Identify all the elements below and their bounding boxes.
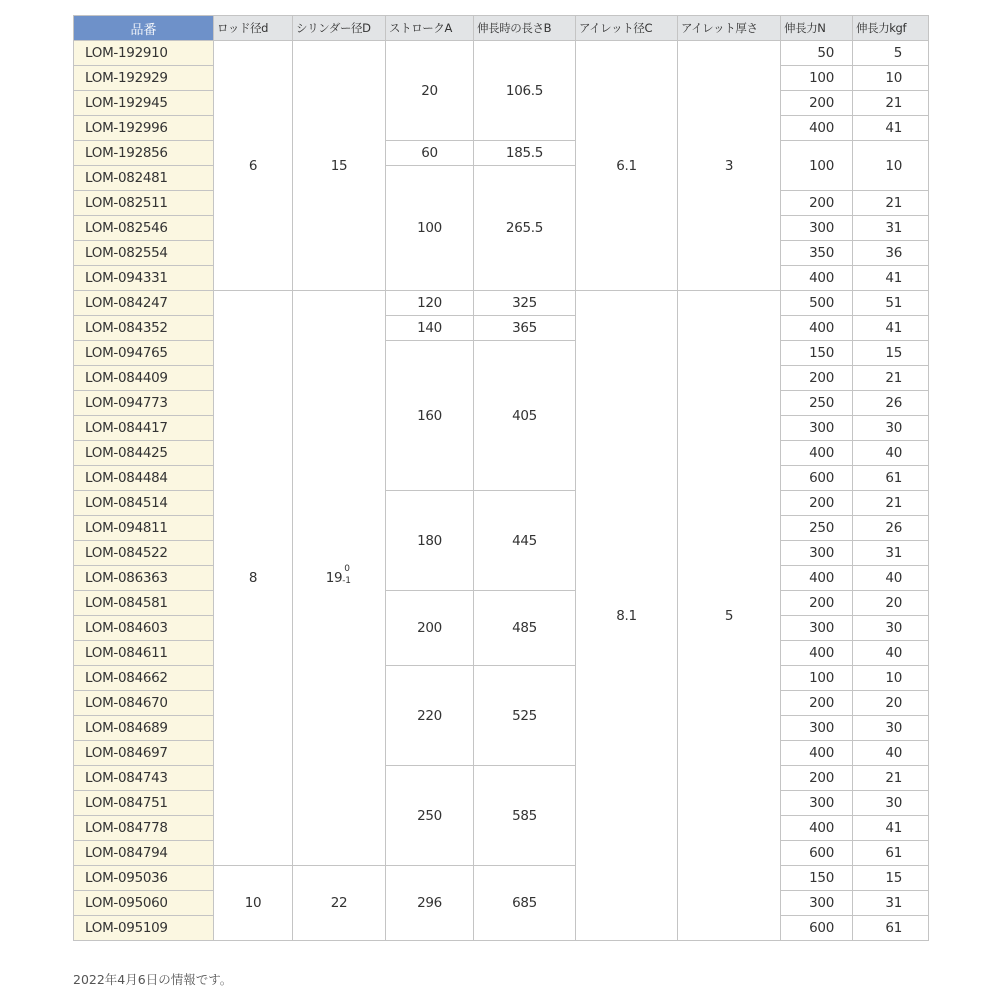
hinban-cell: LOM-192996 (74, 116, 214, 141)
header-cylinder: シリンダー径D (293, 16, 386, 41)
length-cell: 585 (474, 766, 576, 866)
rod-cell: 6 (214, 41, 293, 291)
force-kgf-cell: 51 (853, 291, 929, 316)
force-kgf-cell: 61 (853, 916, 929, 941)
hinban-cell: LOM-082546 (74, 216, 214, 241)
force-n-cell: 100 (781, 66, 853, 91)
hinban-cell: LOM-084611 (74, 641, 214, 666)
stroke-cell: 250 (386, 766, 474, 866)
force-n-cell: 300 (781, 716, 853, 741)
header-eyelet-dia: アイレット径C (576, 16, 678, 41)
eyelet-dia-cell: 8.1 (576, 291, 678, 941)
hinban-cell: LOM-084409 (74, 366, 214, 391)
force-kgf-cell: 26 (853, 391, 929, 416)
length-cell: 325 (474, 291, 576, 316)
header-length: 伸長時の長さB (474, 16, 576, 41)
eyelet-thick-cell: 3 (678, 41, 781, 291)
hinban-cell: LOM-084247 (74, 291, 214, 316)
table-row (74, 491, 929, 516)
force-n-cell: 300 (781, 791, 853, 816)
table-row (74, 291, 929, 316)
hinban-cell: LOM-084603 (74, 616, 214, 641)
hinban-cell: LOM-095109 (74, 916, 214, 941)
force-n-cell: 400 (781, 566, 853, 591)
force-n-cell: 300 (781, 891, 853, 916)
cylinder-cell (293, 291, 386, 866)
hinban-cell: LOM-084352 (74, 316, 214, 341)
tolerance-lower: -1 (342, 576, 351, 586)
hinban-cell: LOM-082511 (74, 191, 214, 216)
length-cell: 405 (474, 341, 576, 491)
force-kgf-cell: 40 (853, 641, 929, 666)
cylinder-cell (293, 41, 386, 291)
stroke-cell: 120 (386, 291, 474, 316)
force-n-cell: 200 (781, 491, 853, 516)
force-n-cell: 250 (781, 516, 853, 541)
hinban-cell: LOM-084697 (74, 741, 214, 766)
force-n-cell: 600 (781, 916, 853, 941)
hinban-cell: LOM-084794 (74, 841, 214, 866)
force-n-cell: 400 (781, 316, 853, 341)
hinban-cell: LOM-084484 (74, 466, 214, 491)
force-n-cell: 400 (781, 116, 853, 141)
tolerance-upper: 0 (344, 564, 350, 574)
force-kgf-cell: 20 (853, 691, 929, 716)
stroke-cell: 200 (386, 591, 474, 666)
force-kgf-cell: 26 (853, 516, 929, 541)
length-cell: 445 (474, 491, 576, 591)
force-kgf-cell: 41 (853, 316, 929, 341)
force-kgf-cell: 21 (853, 491, 929, 516)
hinban-cell: LOM-086363 (74, 566, 214, 591)
hinban-cell: LOM-192856 (74, 141, 214, 166)
cylinder-value: 15 (330, 157, 348, 174)
tolerance (342, 564, 352, 586)
force-n-cell: 400 (781, 266, 853, 291)
force-n-cell: 400 (781, 741, 853, 766)
length-cell: 485 (474, 591, 576, 666)
force-n-cell: 200 (781, 591, 853, 616)
force-n-cell: 500 (781, 291, 853, 316)
force-kgf-cell: 21 (853, 191, 929, 216)
spec-table (73, 15, 929, 941)
force-kgf-cell: 10 (853, 666, 929, 691)
length-cell: 365 (474, 316, 576, 341)
stroke-cell: 100 (386, 166, 474, 291)
footnote: 2022年4月6日の情報です。 (73, 972, 233, 987)
force-kgf-cell: 5 (853, 41, 929, 66)
force-kgf-cell: 20 (853, 591, 929, 616)
hinban-cell: LOM-082481 (74, 166, 214, 191)
force-n-cell: 150 (781, 341, 853, 366)
force-kgf-cell: 30 (853, 791, 929, 816)
hinban-cell: LOM-084581 (74, 591, 214, 616)
stroke-cell: 140 (386, 316, 474, 341)
hinban-cell: LOM-084522 (74, 541, 214, 566)
force-n-cell: 400 (781, 641, 853, 666)
force-kgf-cell: 10 (853, 66, 929, 91)
hinban-cell: LOM-094331 (74, 266, 214, 291)
force-n-cell: 100 (781, 666, 853, 691)
cylinder-value: 19 (325, 570, 343, 586)
hinban-cell: LOM-084751 (74, 791, 214, 816)
force-kgf-cell: 30 (853, 616, 929, 641)
hinban-cell: LOM-082554 (74, 241, 214, 266)
force-kgf-cell: 41 (853, 116, 929, 141)
header-eyelet-thick: アイレット厚さ (678, 16, 781, 41)
hinban-cell: LOM-094773 (74, 391, 214, 416)
table-row (74, 341, 929, 366)
force-n-cell: 300 (781, 616, 853, 641)
force-n-cell: 200 (781, 91, 853, 116)
force-n-cell: 600 (781, 841, 853, 866)
table-row (74, 866, 929, 891)
stroke-cell: 220 (386, 666, 474, 766)
force-kgf-cell: 21 (853, 91, 929, 116)
force-kgf-cell: 61 (853, 466, 929, 491)
hinban-cell: LOM-084743 (74, 766, 214, 791)
cylinder-value: 22 (330, 895, 348, 911)
force-kgf-cell: 40 (853, 741, 929, 766)
force-kgf-cell: 31 (853, 216, 929, 241)
length-cell: 185.5 (474, 141, 576, 166)
force-n-cell: 200 (781, 766, 853, 791)
hinban-cell: LOM-095060 (74, 891, 214, 916)
force-kgf-cell: 30 (853, 716, 929, 741)
length-cell: 685 (474, 866, 576, 941)
hinban-cell: LOM-192945 (74, 91, 214, 116)
header-rod: ロッド径d (214, 16, 293, 41)
force-n-cell: 150 (781, 866, 853, 891)
stroke-cell: 180 (386, 491, 474, 591)
hinban-cell: LOM-084425 (74, 441, 214, 466)
force-kgf-cell: 30 (853, 416, 929, 441)
hinban-cell: LOM-084514 (74, 491, 214, 516)
hinban-cell: LOM-084778 (74, 816, 214, 841)
cylinder-cell (293, 866, 386, 941)
stroke-cell: 296 (386, 866, 474, 941)
force-kgf-cell: 10 (853, 141, 929, 191)
force-kgf-cell: 41 (853, 816, 929, 841)
force-kgf-cell: 31 (853, 541, 929, 566)
force-kgf-cell: 21 (853, 366, 929, 391)
eyelet-thick-cell: 5 (678, 291, 781, 941)
force-n-cell: 200 (781, 191, 853, 216)
force-n-cell: 200 (781, 691, 853, 716)
table-row (74, 41, 929, 66)
rod-cell: 8 (214, 291, 293, 866)
force-n-cell: 400 (781, 816, 853, 841)
hinban-cell: LOM-084689 (74, 716, 214, 741)
force-n-cell: 50 (781, 41, 853, 66)
table-row (74, 766, 929, 791)
header-stroke: ストロークA (386, 16, 474, 41)
table-row (74, 141, 929, 166)
hinban-cell: LOM-084417 (74, 416, 214, 441)
hinban-cell: LOM-084670 (74, 691, 214, 716)
force-kgf-cell: 41 (853, 266, 929, 291)
force-kgf-cell: 36 (853, 241, 929, 266)
force-kgf-cell: 21 (853, 766, 929, 791)
force-n-cell: 200 (781, 366, 853, 391)
hinban-cell: LOM-094811 (74, 516, 214, 541)
hinban-cell: LOM-084662 (74, 666, 214, 691)
force-n-cell: 250 (781, 391, 853, 416)
force-kgf-cell: 40 (853, 441, 929, 466)
table-row (74, 666, 929, 691)
force-kgf-cell: 15 (853, 866, 929, 891)
header-hinban: 品番 (74, 16, 214, 41)
length-cell: 265.5 (474, 166, 576, 291)
header-row (74, 16, 929, 41)
force-kgf-cell: 31 (853, 891, 929, 916)
hinban-cell: LOM-095036 (74, 866, 214, 891)
stroke-cell: 20 (386, 41, 474, 141)
header-force-kgf: 伸長力kgf (853, 16, 929, 41)
force-kgf-cell: 15 (853, 341, 929, 366)
header-force-n: 伸長力N (781, 16, 853, 41)
hinban-cell: LOM-192929 (74, 66, 214, 91)
force-kgf-cell: 40 (853, 566, 929, 591)
hinban-cell: LOM-094765 (74, 341, 214, 366)
table-row (74, 316, 929, 341)
hinban-cell: LOM-192910 (74, 41, 214, 66)
force-kgf-cell: 61 (853, 841, 929, 866)
force-n-cell: 300 (781, 216, 853, 241)
table-body (74, 41, 929, 941)
force-n-cell: 100 (781, 141, 853, 191)
force-n-cell: 600 (781, 466, 853, 491)
table-row (74, 591, 929, 616)
force-n-cell: 350 (781, 241, 853, 266)
stroke-cell: 160 (386, 341, 474, 491)
eyelet-dia-cell: 6.1 (576, 41, 678, 291)
rod-cell: 10 (214, 866, 293, 941)
length-cell: 106.5 (474, 41, 576, 141)
length-cell: 525 (474, 666, 576, 766)
force-n-cell: 300 (781, 541, 853, 566)
stroke-cell: 60 (386, 141, 474, 166)
force-n-cell: 400 (781, 441, 853, 466)
force-n-cell: 300 (781, 416, 853, 441)
